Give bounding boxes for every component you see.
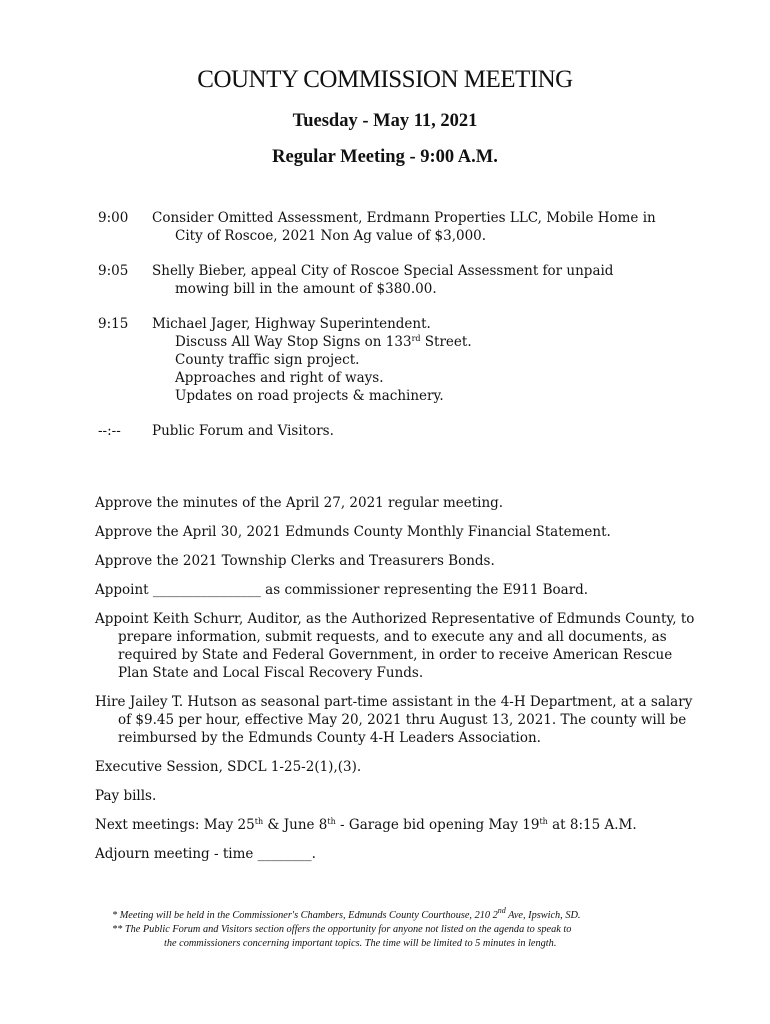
agenda-subitem: Approaches and right of ways. bbox=[175, 370, 384, 386]
footer-notes bbox=[112, 906, 712, 951]
footer-note: ** The Public Forum and Visitors section offers the opportunity for anyone not listed on the agenda to speak to bbox=[112, 924, 572, 935]
action-item: Approve the 2021 Township Clerks and Treasurers Bonds. bbox=[95, 553, 495, 569]
footer-note-cont: the commissioners concerning important topics. The time will be limited to 5 minutes in length. bbox=[164, 938, 557, 949]
agenda-subitems bbox=[152, 333, 718, 405]
page-title: COUNTY COMMISSION MEETING bbox=[197, 66, 573, 93]
action-item: Appoint ________________ as commissioner representing the E911 Board. bbox=[95, 582, 589, 598]
agenda-text: Shelly Bieber, appeal City of Roscoe Special Assessment for unpaid bbox=[152, 263, 614, 279]
agenda-text-cont: City of Roscoe, 2021 Non Ag value of $3,000. bbox=[175, 228, 487, 244]
agenda-text: Michael Jager, Highway Superintendent. bbox=[152, 316, 431, 332]
agenda-item bbox=[98, 422, 718, 440]
action-item: Appoint Keith Schurr, Auditor, as the Authorized Representative of Edmunds County, to prepare information, submit requests, and to execute any and all documents, as required by State and Federal Government, in order to receive American Rescue Plan State and Local Fiscal Recovery Funds. bbox=[95, 611, 695, 681]
action-item: Approve the April 30, 2021 Edmunds County Monthly Financial Statement. bbox=[95, 524, 611, 540]
agenda-list bbox=[98, 209, 718, 457]
agenda-time: 9:00 bbox=[98, 210, 129, 226]
action-item: Adjourn meeting - time ________. bbox=[95, 846, 316, 862]
agenda-subitem: Updates on road projects & machinery. bbox=[175, 388, 444, 404]
agenda-text: Public Forum and Visitors. bbox=[152, 423, 334, 439]
action-item: Approve the minutes of the April 27, 2021 regular meeting. bbox=[95, 495, 504, 511]
agenda-text: Consider Omitted Assessment, Erdmann Properties LLC, Mobile Home in bbox=[152, 210, 656, 226]
meeting-time: Regular Meeting - 9:00 A.M. bbox=[272, 147, 498, 167]
action-item: Hire Jailey T. Hutson as seasonal part-time assistant in the 4-H Department, at a salary of $9.45 per hour, effective May 20, 2021 thru August 13, 2021. The county will be reimbursed by the Edmunds County 4-H Leaders Association. bbox=[95, 694, 693, 746]
agenda-text-cont: mowing bill in the amount of $380.00. bbox=[175, 281, 437, 297]
footer-note: * Meeting will be held in the Commissioner's Chambers, Edmunds County Courthouse, 210 2nd Ave, Ipswich, SD. bbox=[112, 906, 581, 921]
agenda-item bbox=[98, 262, 718, 298]
meeting-date: Tuesday - May 11, 2021 bbox=[292, 111, 478, 131]
agenda-time: 9:05 bbox=[98, 263, 129, 279]
next-meetings: Next meetings: May 25th & June 8th - Garage bid opening May 19th at 8:15 A.M. bbox=[95, 817, 637, 833]
agenda-time: 9:15 bbox=[98, 316, 129, 332]
agenda-subitem: Discuss All Way Stop Signs on 133rd Street. bbox=[175, 334, 472, 350]
agenda-item bbox=[98, 315, 718, 405]
agenda-subitem: County traffic sign project. bbox=[175, 352, 360, 368]
agenda-item bbox=[98, 209, 718, 245]
agenda-time: --:-- bbox=[98, 423, 121, 439]
action-item: Pay bills. bbox=[95, 788, 157, 804]
action-list bbox=[95, 494, 705, 874]
action-item: Executive Session, SDCL 1-25-2(1),(3). bbox=[95, 759, 362, 775]
